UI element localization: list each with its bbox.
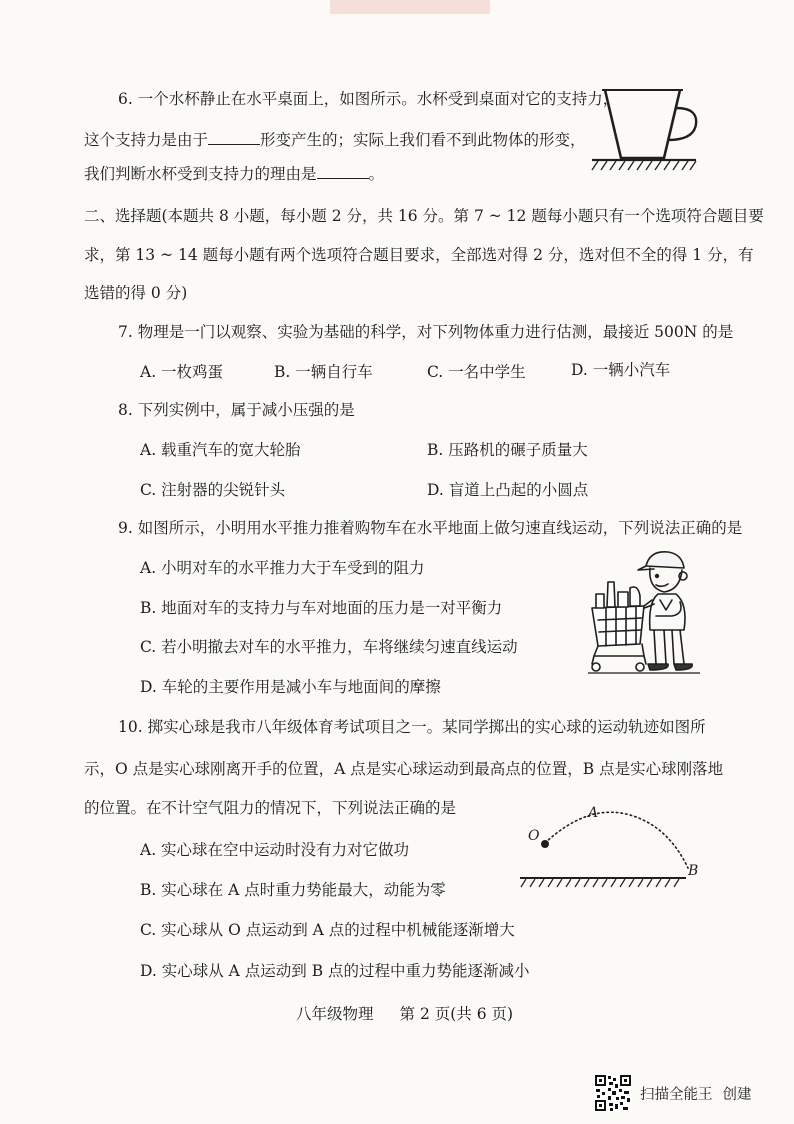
scanner-watermark [640, 1083, 752, 1104]
point-o-label: O [528, 828, 540, 844]
q10-option-d: D. 实心球从 A 点运动到 B 点的过程中重力势能逐渐减小 [140, 962, 530, 980]
point-b-label: B [688, 863, 699, 879]
page-footer [296, 1004, 513, 1024]
q6-line-3 [84, 163, 384, 184]
watermark-brand: 扫描全能王 [640, 1087, 713, 1103]
q10-line-1: 10. 掷实心球是我市八年级体育考试项目之一。某同学掷出的实心球的运动轨迹如图所 [118, 718, 706, 736]
section-2-line-2: 求，第 13 ~ 14 题每小题有两个选项符合题目要求，全部选对得 2 分，选对但不全的得 1 分，有 [84, 246, 754, 264]
watermark-action: 创建 [722, 1087, 752, 1103]
footer-subject: 八年级物理 [296, 1005, 374, 1023]
q8-option-c: C. 注射器的尖锐针头 [140, 481, 286, 499]
q10-line-2: 示，O 点是实心球刚离开手的位置，A 点是实心球运动到最高点的位置，B 点是实心球刚落地 [84, 760, 724, 778]
q8-stem: 8. 下列实例中，属于减小压强的是 [118, 401, 355, 419]
section-2-line-1: 二、选择题(本题共 8 小题，每小题 2 分，共 16 分。第 7 ~ 12 题每小题只有一个选项符合题目要 [84, 207, 764, 225]
q10-option-c: C. 实心球从 O 点运动到 A 点的过程中机械能逐渐增大 [140, 921, 515, 939]
q7-option-d: D. 一辆小汽车 [571, 361, 671, 379]
cup-on-table-figure [588, 84, 706, 174]
section-2-line-3: 选错的得 0 分) [84, 284, 188, 302]
q6-line-2b: 形变产生的；实际上我们看不到此物体的形变， [260, 131, 586, 149]
q6-line-3b: 。 [368, 165, 385, 183]
q6-answer-blank-1 [208, 129, 260, 145]
q8-option-b: B. 压路机的碾子质量大 [427, 441, 588, 459]
q9-option-b: B. 地面对车的支持力与车对地面的压力是一对平衡力 [140, 599, 503, 617]
q10-option-b: B. 实心球在 A 点时重力势能最大，动能为零 [140, 881, 446, 899]
scan-edge-mark [330, 0, 490, 14]
q7-option-b: B. 一辆自行车 [274, 363, 373, 381]
q7-option-a: A. 一枚鸡蛋 [140, 363, 224, 381]
footer-page-number: 第 2 页(共 6 页) [399, 1005, 514, 1023]
q6-line-2a: 这个支持力是由于 [84, 131, 209, 149]
point-a-label: A [588, 805, 599, 821]
qr-code-icon [594, 1074, 632, 1112]
ball-trajectory-figure [518, 800, 708, 890]
q6-answer-blank-2 [317, 163, 369, 179]
q9-option-a: A. 小明对车的水平推力大于车受到的阻力 [140, 559, 425, 577]
q9-option-d: D. 车轮的主要作用是减小车与地面间的摩擦 [140, 678, 441, 696]
q6-line-2 [84, 129, 586, 150]
q10-line-3: 的位置。在不计空气阻力的情况下，下列说法正确的是 [84, 799, 457, 817]
q7-stem: 7. 物理是一门以观察、实验为基础的科学，对下列物体重力进行估测，最接近 500N 的是 [118, 323, 734, 341]
q8-option-a: A. 载重汽车的宽大轮胎 [140, 441, 301, 459]
boy-pushing-cart-figure [584, 544, 704, 676]
q6-line-1: 6. 一个水杯静止在水平桌面上，如图所示。水杯受到桌面对它的支持力， [118, 90, 619, 108]
q10-option-a: A. 实心球在空中运动时没有力对它做功 [140, 841, 410, 859]
q6-line-3a: 我们判断水杯受到支持力的理由是 [84, 165, 317, 183]
point-o-marker [541, 840, 549, 848]
q8-option-d: D. 盲道上凸起的小圆点 [427, 481, 589, 499]
q9-stem: 9. 如图所示，小明用水平推力推着购物车在水平地面上做匀速直线运动，下列说法正确的是 [118, 519, 743, 537]
q9-option-c: C. 若小明撤去对车的水平推力，车将继续匀速直线运动 [140, 638, 518, 656]
q7-option-c: C. 一名中学生 [427, 363, 526, 381]
